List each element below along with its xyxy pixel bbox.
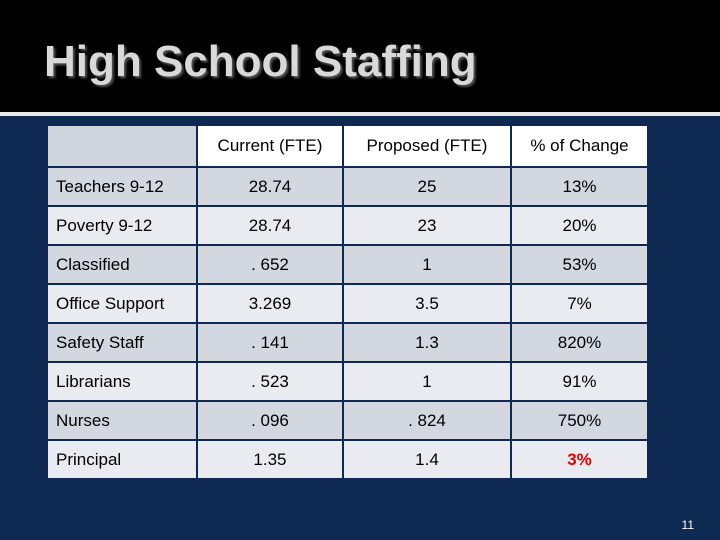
slide-title: High School Staffing	[44, 37, 477, 86]
page-number: 11	[681, 518, 694, 532]
table-row	[48, 402, 647, 439]
current-fte: 1.35	[198, 441, 342, 478]
proposed-fte: 1.3	[344, 324, 510, 361]
proposed-fte: 23	[344, 207, 510, 244]
table-row	[48, 363, 647, 400]
proposed-fte: 1.4	[344, 441, 510, 478]
row-label: Classified	[48, 246, 196, 283]
table-row	[48, 285, 647, 322]
row-label: Safety Staff	[48, 324, 196, 361]
header-proposed: Proposed (FTE)	[344, 126, 510, 166]
row-label: Librarians	[48, 363, 196, 400]
proposed-fte: 3.5	[344, 285, 510, 322]
header-corner	[48, 126, 196, 166]
percent-change: 20%	[512, 207, 647, 244]
percent-change: 7%	[512, 285, 647, 322]
percent-change: 820%	[512, 324, 647, 361]
current-fte: . 652	[198, 246, 342, 283]
row-label: Principal	[48, 441, 196, 478]
current-fte: . 523	[198, 363, 342, 400]
current-fte: 3.269	[198, 285, 342, 322]
table-row	[48, 324, 647, 361]
table-row	[48, 168, 647, 205]
current-fte: . 096	[198, 402, 342, 439]
title-bar	[0, 0, 720, 112]
percent-change: 53%	[512, 246, 647, 283]
current-fte: 28.74	[198, 168, 342, 205]
table-row	[48, 246, 647, 283]
staffing-table	[46, 124, 649, 480]
row-label: Teachers 9-12	[48, 168, 196, 205]
title-divider	[0, 112, 720, 116]
current-fte: . 141	[198, 324, 342, 361]
row-label: Office Support	[48, 285, 196, 322]
proposed-fte: . 824	[344, 402, 510, 439]
table-header-row	[48, 126, 647, 166]
header-current: Current (FTE)	[198, 126, 342, 166]
percent-change: 13%	[512, 168, 647, 205]
percent-change: 3%	[512, 441, 647, 478]
row-label: Poverty 9-12	[48, 207, 196, 244]
header-change: % of Change	[512, 126, 647, 166]
row-label: Nurses	[48, 402, 196, 439]
proposed-fte: 25	[344, 168, 510, 205]
percent-change: 750%	[512, 402, 647, 439]
proposed-fte: 1	[344, 246, 510, 283]
table-row	[48, 207, 647, 244]
proposed-fte: 1	[344, 363, 510, 400]
percent-change: 91%	[512, 363, 647, 400]
table-row	[48, 441, 647, 478]
current-fte: 28.74	[198, 207, 342, 244]
